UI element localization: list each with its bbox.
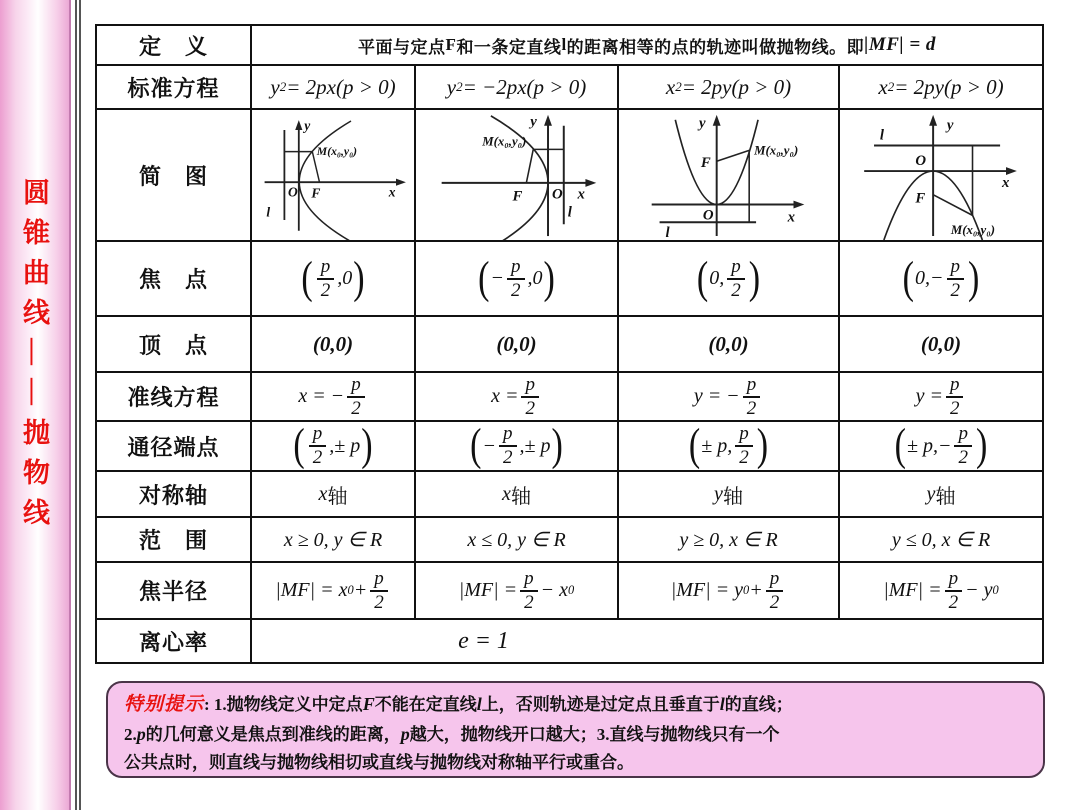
range-col3: y ≥ 0, x ∈ R (619, 518, 840, 563)
row-label-focal-radius: 焦半径 (97, 563, 252, 620)
y-axis-label: y (530, 113, 537, 130)
directrix-label: l (879, 127, 885, 144)
latus-col4: ( ± p,− $\frac{p}{2}$ ) (840, 422, 1044, 472)
range-col2: x ≤ 0, y ∈ R (416, 518, 619, 563)
special-tips-line-2: 2.p的几何意义是焦点到准线的距离，p越大，抛物线开口越大；3.直线与抛物线只有一个 (124, 724, 780, 745)
range-col4: y ≤ 0, x ∈ R (840, 518, 1044, 563)
focus-col1: ( $\frac{p}{2}$ ,0 ) (252, 242, 416, 317)
point-m-label: M(x₀,y₀) (754, 143, 799, 158)
row-label-range: 范 围 (97, 518, 252, 563)
directrix-label: l (665, 225, 670, 240)
special-tips-title: 特别提示 (124, 694, 205, 715)
directrix-label: l (266, 204, 271, 220)
diagram-parabola-opens-down (840, 110, 1044, 242)
y-axis-label: y (946, 117, 954, 134)
point-m-label: M(x₀,y₀) (482, 134, 527, 149)
focus-col3: ( 0, $\frac{p}{2}$ ) (619, 242, 840, 317)
x-axis-label: x (388, 184, 396, 200)
sidebar-vertical-title: 圆锥曲线——抛物线 (19, 178, 49, 538)
special-tips-box (106, 681, 1045, 778)
y-axis-label: y (304, 118, 311, 133)
focus-col2: ( − $\frac{p}{2}$ ,0 ) (416, 242, 619, 317)
origin-label: O (702, 207, 714, 224)
axis-col4: y 轴 (840, 472, 1044, 518)
row-label-definition: 定 义 (97, 26, 252, 66)
row-label-eccentricity: 离心率 (97, 620, 252, 664)
axis-col2: x 轴 (416, 472, 619, 518)
equation-left-opening: y 2 = −2px(p > 0) (416, 66, 619, 110)
focus-label: F (915, 190, 926, 207)
axis-col3: y 轴 (619, 472, 840, 518)
latus-col1: ( $\frac{p}{2}$ ,± p ) (252, 422, 416, 472)
focal-radius-col3: |MF| = y 0 + $\frac{p}{2}$ (619, 563, 840, 620)
parabola-up-svg (619, 110, 838, 240)
focus-label: F (311, 185, 321, 201)
x-axis-label: x (1002, 174, 1010, 191)
point-m-label: M(x₀,y₀) (950, 223, 995, 238)
vertex-col1: (0,0) (252, 317, 416, 373)
row-label-focus: 焦 点 (97, 242, 252, 317)
latus-col2: ( − $\frac{p}{2}$ ,± p ) (416, 422, 619, 472)
row-label-diagram: 简 图 (97, 110, 252, 242)
axis-col1: x 轴 (252, 472, 416, 518)
vertex-col3: (0,0) (619, 317, 840, 373)
row-label-directrix: 准线方程 (97, 373, 252, 422)
equation-right-opening: y 2 = 2px(p > 0) (252, 66, 416, 110)
diagram-parabola-opens-up (619, 110, 840, 242)
row-label-vertex: 顶 点 (97, 317, 252, 373)
sidebar-strip (0, 0, 71, 810)
parabola-down-svg (840, 110, 1042, 240)
y-axis-label: y (698, 115, 706, 132)
directrix-col3: y = − $\frac{p}{2}$ (619, 373, 840, 422)
directrix-label: l (567, 204, 572, 221)
row-label-latus-endpoints: 通径端点 (97, 422, 252, 472)
diagram-parabola-opens-left (416, 110, 619, 242)
focus-col4: ( 0,− $\frac{p}{2}$ ) (840, 242, 1044, 317)
special-tips-line-1: : 1.抛物线定义中定点F不能在定直线l上，否则轨迹是过定点且垂直于l的直线； (204, 694, 793, 714)
directrix-col2: x = $\frac{p}{2}$ (416, 373, 619, 422)
origin-label: O (288, 184, 298, 200)
x-axis-label: x (577, 186, 585, 203)
special-tips-line-3: 公共点时，则直线与抛物线相切或直线与抛物线对称轴平行或重合。 (124, 753, 634, 773)
vertex-col2: (0,0) (416, 317, 619, 373)
focal-radius-col4: |MF| = $\frac{p}{2}$ − y 0 (840, 563, 1044, 620)
eccentricity-value: e = 1 (252, 620, 1044, 664)
origin-label: O (551, 186, 563, 203)
x-axis-label: x (787, 209, 795, 226)
focus-label: F (700, 155, 711, 172)
focus-label: F (512, 188, 523, 205)
directrix-col1: x = − $\frac{p}{2}$ (252, 373, 416, 422)
parabola-right-svg (252, 110, 414, 240)
focal-radius-col2: |MF| = $\frac{p}{2}$ − x 0 (416, 563, 619, 620)
vertex-col4: (0,0) (840, 317, 1044, 373)
point-m-label: M(x₀,y₀) (316, 145, 358, 159)
row-label-symmetry-axis: 对称轴 (97, 472, 252, 518)
definition-text: 平面与定点 F 和一条定直线 l 的距离相等的点的轨迹叫做抛物线。即 |MF| = d (252, 26, 1044, 66)
diagram-parabola-opens-right (252, 110, 416, 242)
parabola-curve (299, 121, 351, 240)
range-col1: x ≥ 0, y ∈ R (252, 518, 416, 563)
origin-label: O (915, 153, 927, 170)
row-label-standard-equation: 标准方程 (97, 66, 252, 110)
parabola-left-svg (416, 110, 617, 240)
equation-down-opening: x 2 = 2py(p > 0) (840, 66, 1044, 110)
focal-radius-col1: |MF| = x 0 + $\frac{p}{2}$ (252, 563, 416, 620)
latus-col3: ( ± p, $\frac{p}{2}$ ) (619, 422, 840, 472)
equation-up-opening: x 2 = 2py(p > 0) (619, 66, 840, 110)
directrix-col4: y = $\frac{p}{2}$ (840, 373, 1044, 422)
double-line-divider (75, 0, 81, 810)
parabola-properties-table (95, 24, 1044, 664)
